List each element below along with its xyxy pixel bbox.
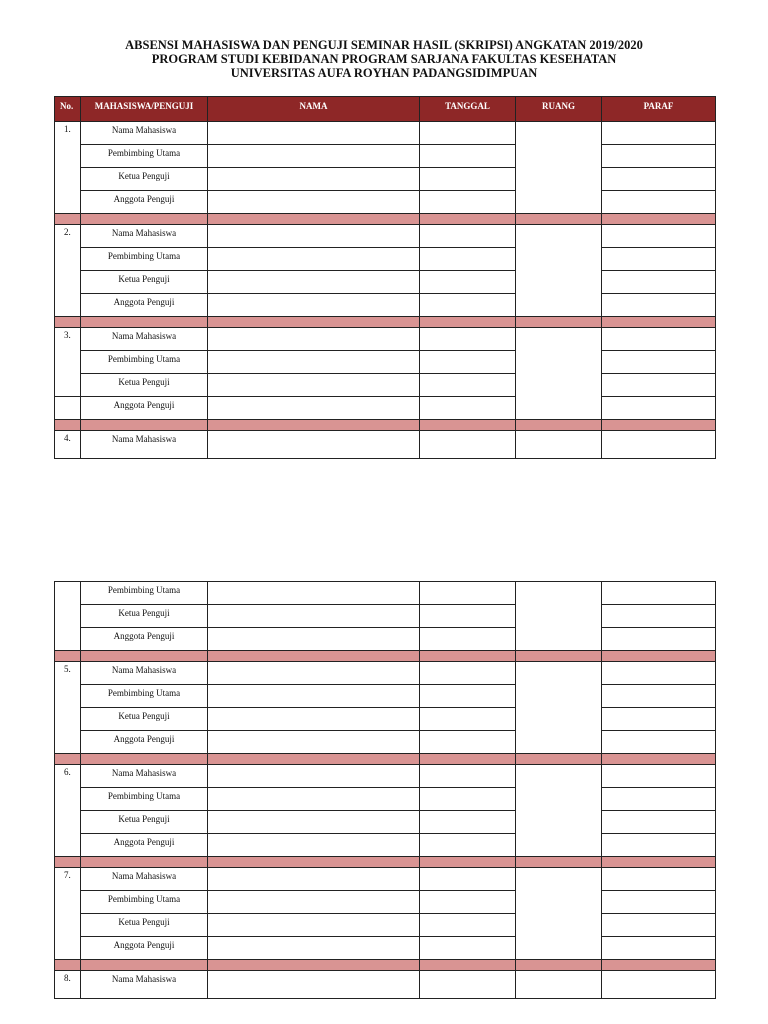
nama-cell[interactable] [208, 271, 420, 294]
tanggal-cell[interactable] [420, 914, 516, 937]
separator-cell [420, 857, 516, 868]
separator-cell [420, 754, 516, 765]
title-line-2: PROGRAM STUDI KEBIDANAN PROGRAM SARJANA FAKULTAS KESEHATAN [151, 52, 617, 66]
role-label: Nama Mahasiswa [81, 662, 208, 685]
tanggal-cell[interactable] [420, 708, 516, 731]
header-mahasiswa-penguji: MAHASISWA/PENGUJI [81, 97, 208, 122]
nama-cell[interactable] [208, 891, 420, 914]
table-row [55, 868, 716, 891]
tanggal-cell[interactable] [420, 937, 516, 960]
role-label: Pembimbing Utama [81, 685, 208, 708]
separator-cell [55, 857, 81, 868]
separator-cell [81, 651, 208, 662]
separator-cell [81, 754, 208, 765]
separator-cell [208, 857, 420, 868]
table-row [55, 145, 716, 168]
tanggal-cell[interactable] [420, 834, 516, 857]
ruang-cell[interactable] [516, 765, 602, 857]
table-row [55, 582, 716, 605]
separator-cell [516, 857, 602, 868]
nama-cell[interactable] [208, 788, 420, 811]
paraf-cell[interactable] [602, 685, 716, 708]
separator-cell [602, 420, 716, 431]
tanggal-cell[interactable] [420, 788, 516, 811]
tanggal-cell[interactable] [420, 605, 516, 628]
separator-cell [81, 317, 208, 328]
role-label: Pembimbing Utama [81, 351, 208, 374]
paraf-cell[interactable] [602, 431, 716, 459]
separator-cell [55, 420, 81, 431]
paraf-cell[interactable] [602, 605, 716, 628]
table-row [55, 788, 716, 811]
title-line-1: ABSENSI MAHASISWA DAN PENGUJI SEMINAR HASIL (SKRIPSI) ANGKATAN 2019/2020 [125, 38, 643, 52]
role-label: Anggota Penguji [81, 731, 208, 754]
nama-cell[interactable] [208, 145, 420, 168]
ruang-cell[interactable] [516, 122, 602, 214]
tanggal-cell[interactable] [420, 145, 516, 168]
role-label: Anggota Penguji [81, 834, 208, 857]
paraf-cell[interactable] [602, 731, 716, 754]
separator-cell [420, 317, 516, 328]
row-number: 6. [55, 765, 81, 857]
role-label: Ketua Penguji [81, 605, 208, 628]
separator-row [55, 420, 716, 431]
table-row [55, 937, 716, 960]
table-row [55, 914, 716, 937]
nama-cell[interactable] [208, 294, 420, 317]
nama-cell[interactable] [208, 248, 420, 271]
nama-cell[interactable] [208, 582, 420, 605]
role-label: Nama Mahasiswa [81, 971, 208, 999]
nama-cell[interactable] [208, 122, 420, 145]
separator-cell [420, 214, 516, 225]
paraf-cell[interactable] [602, 168, 716, 191]
role-label: Pembimbing Utama [81, 145, 208, 168]
tanggal-cell[interactable] [420, 765, 516, 788]
tanggal-cell[interactable] [420, 971, 516, 999]
role-label: Nama Mahasiswa [81, 868, 208, 891]
role-label: Ketua Penguji [81, 374, 208, 397]
nama-cell[interactable] [208, 328, 420, 351]
nama-cell[interactable] [208, 662, 420, 685]
nama-cell[interactable] [208, 168, 420, 191]
table-row [55, 605, 716, 628]
tanggal-cell[interactable] [420, 431, 516, 459]
separator-cell [208, 214, 420, 225]
separator-cell [420, 651, 516, 662]
paraf-cell[interactable] [602, 708, 716, 731]
ruang-cell[interactable] [516, 328, 602, 420]
table-row [55, 294, 716, 317]
row-number-empty [55, 582, 81, 651]
attendance-table-page-2 [54, 581, 716, 999]
tanggal-cell[interactable] [420, 191, 516, 214]
table-row [55, 271, 716, 294]
nama-cell[interactable] [208, 351, 420, 374]
role-label: Anggota Penguji [81, 397, 208, 420]
paraf-cell[interactable] [602, 868, 716, 891]
separator-cell [81, 857, 208, 868]
separator-cell [55, 214, 81, 225]
role-label: Nama Mahasiswa [81, 225, 208, 248]
table-row [55, 168, 716, 191]
paraf-cell[interactable] [602, 834, 716, 857]
separator-cell [208, 317, 420, 328]
tanggal-cell[interactable] [420, 122, 516, 145]
role-label: Nama Mahasiswa [81, 328, 208, 351]
tanggal-cell[interactable] [420, 271, 516, 294]
paraf-cell[interactable] [602, 891, 716, 914]
table-row [55, 351, 716, 374]
table-row [55, 731, 716, 754]
role-label: Anggota Penguji [81, 937, 208, 960]
paraf-cell[interactable] [602, 788, 716, 811]
tanggal-cell[interactable] [420, 248, 516, 271]
paraf-cell[interactable] [602, 225, 716, 248]
paraf-cell[interactable] [602, 397, 716, 420]
tanggal-cell[interactable] [420, 811, 516, 834]
table-row [55, 225, 716, 248]
separator-cell [516, 214, 602, 225]
ruang-cell[interactable] [516, 662, 602, 754]
tanggal-cell[interactable] [420, 374, 516, 397]
table-row [55, 374, 716, 397]
row-number: 4. [55, 431, 81, 459]
tanggal-cell[interactable] [420, 868, 516, 891]
separator-cell [516, 317, 602, 328]
separator-cell [81, 214, 208, 225]
role-label: Anggota Penguji [81, 628, 208, 651]
title-line-3: UNIVERSITAS AUFA ROYHAN PADANGSIDIMPUAN [230, 66, 538, 80]
ruang-cell[interactable] [516, 868, 602, 960]
table-row [55, 765, 716, 788]
table-row [55, 97, 716, 122]
table-row [55, 811, 716, 834]
table-row [55, 891, 716, 914]
tanggal-cell[interactable] [420, 328, 516, 351]
separator-cell [55, 317, 81, 328]
tanggal-cell[interactable] [420, 294, 516, 317]
role-label: Anggota Penguji [81, 191, 208, 214]
separator-cell [208, 960, 420, 971]
nama-cell[interactable] [208, 708, 420, 731]
separator-cell [602, 754, 716, 765]
tanggal-cell[interactable] [420, 168, 516, 191]
separator-cell [81, 420, 208, 431]
nama-cell[interactable] [208, 937, 420, 960]
row-number: 1. [55, 122, 81, 214]
paraf-cell[interactable] [602, 628, 716, 651]
ruang-cell[interactable] [516, 431, 602, 459]
separator-cell [208, 420, 420, 431]
table-row [55, 191, 716, 214]
nama-cell[interactable] [208, 191, 420, 214]
role-label: Pembimbing Utama [81, 582, 208, 605]
table-row [55, 397, 716, 420]
table-row [55, 122, 716, 145]
separator-cell [602, 857, 716, 868]
role-label: Anggota Penguji [81, 294, 208, 317]
table-row [55, 628, 716, 651]
tanggal-cell[interactable] [420, 685, 516, 708]
paraf-cell[interactable] [602, 811, 716, 834]
separator-cell [420, 420, 516, 431]
ruang-cell[interactable] [516, 971, 602, 999]
role-label: Ketua Penguji [81, 168, 208, 191]
header-nama: NAMA [208, 97, 420, 122]
tanggal-cell[interactable] [420, 628, 516, 651]
nama-cell[interactable] [208, 605, 420, 628]
tanggal-cell[interactable] [420, 582, 516, 605]
separator-cell [516, 651, 602, 662]
header-no: No. [55, 97, 81, 122]
paraf-cell[interactable] [602, 122, 716, 145]
nama-cell[interactable] [208, 397, 420, 420]
paraf-cell[interactable] [602, 937, 716, 960]
row-number: 2. [55, 225, 81, 317]
tanggal-cell[interactable] [420, 891, 516, 914]
tanggal-cell[interactable] [420, 397, 516, 420]
role-label: Nama Mahasiswa [81, 122, 208, 145]
role-label: Ketua Penguji [81, 708, 208, 731]
row-number: 5. [55, 662, 81, 754]
role-label: Pembimbing Utama [81, 891, 208, 914]
nama-cell[interactable] [208, 731, 420, 754]
separator-row [55, 214, 716, 225]
separator-cell [81, 960, 208, 971]
table-row [55, 971, 716, 999]
nama-cell[interactable] [208, 765, 420, 788]
nama-cell[interactable] [208, 834, 420, 857]
header-paraf: PARAF [602, 97, 716, 122]
role-label: Ketua Penguji [81, 271, 208, 294]
table-row [55, 708, 716, 731]
table-row [55, 662, 716, 685]
paraf-cell[interactable] [602, 914, 716, 937]
ruang-cell[interactable] [516, 582, 602, 651]
document-title [0, 38, 768, 80]
paraf-cell[interactable] [602, 765, 716, 788]
tanggal-cell[interactable] [420, 662, 516, 685]
nama-cell[interactable] [208, 628, 420, 651]
role-label: Nama Mahasiswa [81, 765, 208, 788]
separator-cell [602, 214, 716, 225]
header-tanggal: TANGGAL [420, 97, 516, 122]
table-row [55, 431, 716, 459]
tanggal-cell[interactable] [420, 351, 516, 374]
separator-cell [208, 754, 420, 765]
role-label: Nama Mahasiswa [81, 431, 208, 459]
separator-row [55, 754, 716, 765]
table-row [55, 834, 716, 857]
separator-cell [602, 651, 716, 662]
separator-cell [516, 420, 602, 431]
paraf-cell[interactable] [602, 294, 716, 317]
nama-cell[interactable] [208, 374, 420, 397]
row-number: 7. [55, 868, 81, 960]
separator-row [55, 960, 716, 971]
paraf-cell[interactable] [602, 191, 716, 214]
separator-cell [516, 960, 602, 971]
header-ruang: RUANG [516, 97, 602, 122]
table-row [55, 685, 716, 708]
paraf-cell[interactable] [602, 582, 716, 605]
row-number: 8. [55, 971, 81, 999]
tanggal-cell[interactable] [420, 225, 516, 248]
paraf-cell[interactable] [602, 971, 716, 999]
separator-cell [420, 960, 516, 971]
separator-row [55, 857, 716, 868]
paraf-cell[interactable] [602, 145, 716, 168]
nama-cell[interactable] [208, 914, 420, 937]
paraf-cell[interactable] [602, 271, 716, 294]
table-row [55, 248, 716, 271]
ruang-cell[interactable] [516, 225, 602, 317]
paraf-cell[interactable] [602, 328, 716, 351]
nama-cell[interactable] [208, 811, 420, 834]
paraf-cell[interactable] [602, 662, 716, 685]
separator-cell [55, 651, 81, 662]
table-row [55, 328, 716, 351]
row-number: 3. [55, 328, 81, 397]
attendance-table-page-1 [54, 96, 716, 459]
separator-cell [602, 317, 716, 328]
nama-cell[interactable] [208, 225, 420, 248]
separator-cell [602, 960, 716, 971]
separator-cell [516, 754, 602, 765]
nama-cell[interactable] [208, 431, 420, 459]
separator-cell [208, 651, 420, 662]
role-label: Pembimbing Utama [81, 788, 208, 811]
paraf-cell[interactable] [602, 351, 716, 374]
nama-cell[interactable] [208, 685, 420, 708]
nama-cell[interactable] [208, 868, 420, 891]
role-label: Pembimbing Utama [81, 248, 208, 271]
row-number-empty [55, 397, 81, 420]
nama-cell[interactable] [208, 971, 420, 999]
separator-row [55, 651, 716, 662]
role-label: Ketua Penguji [81, 914, 208, 937]
separator-cell [55, 960, 81, 971]
role-label: Ketua Penguji [81, 811, 208, 834]
paraf-cell[interactable] [602, 374, 716, 397]
tanggal-cell[interactable] [420, 731, 516, 754]
separator-cell [55, 754, 81, 765]
paraf-cell[interactable] [602, 248, 716, 271]
separator-row [55, 317, 716, 328]
